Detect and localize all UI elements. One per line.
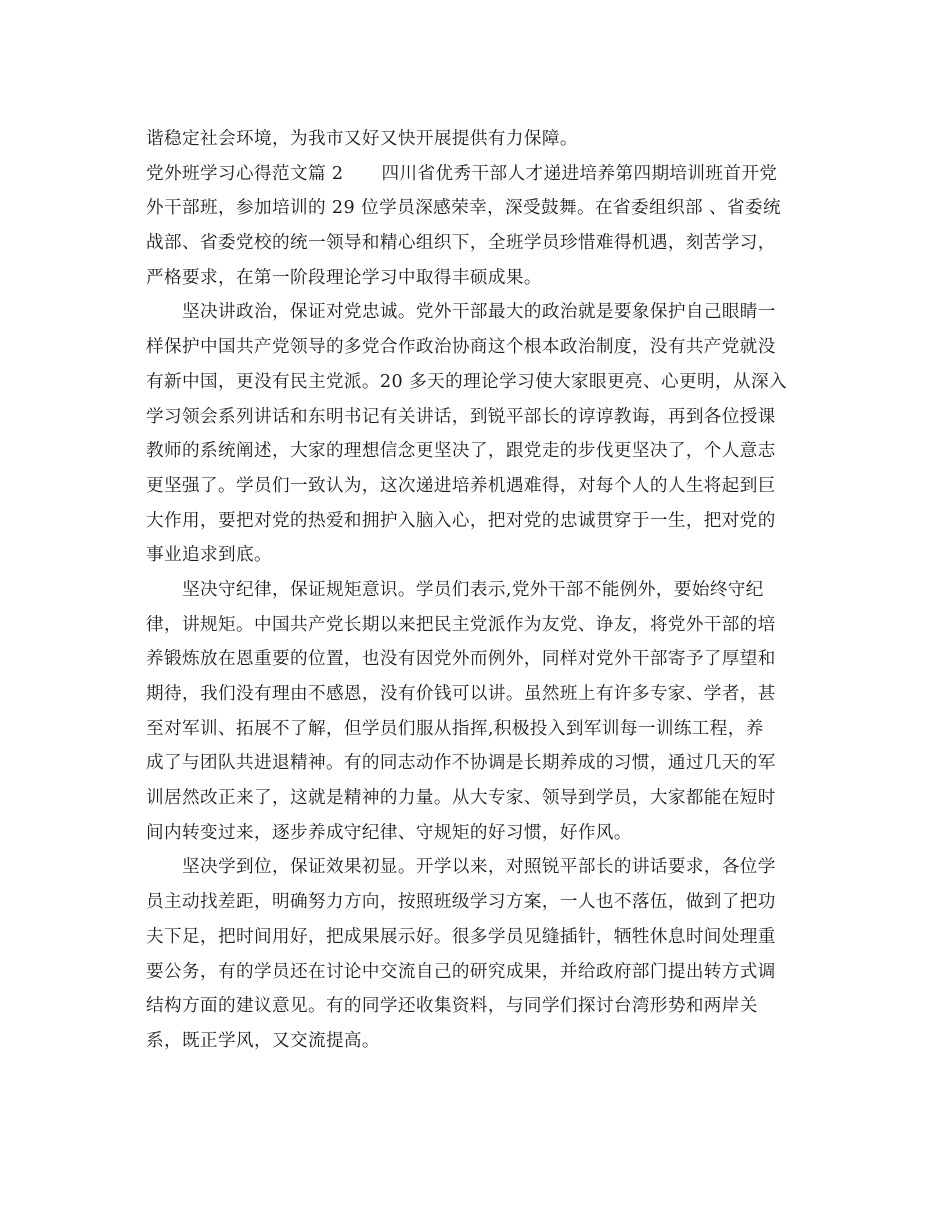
text-line: 夫下足，把时间用好，把成果展示好。很多学员见缝插针，牺牲休息时间处理重 [146,926,776,947]
text-line: 战部、省委党校的统一领导和精心组织下，全班学员珍惜难得机遇，刻苦学习， [146,233,776,254]
text-line: 教师的系统阐述，大家的理想信念更坚决了，跟党走的步伐更坚决了，个人意志 [146,441,776,462]
text-line: 期待，我们没有理由不感恩，没有价钱可以讲。虽然班上有许多专家、学者，甚 [146,684,776,704]
text-line: 事业追求到底。 [146,545,272,566]
paragraph-start-line: 坚决守纪律，保证规矩意识。学员们表示,党外干部不能例外，要始终守纪 [182,579,764,600]
text-line: 训居然改正来了，这就是精神的力量。从大专家、领导到学员，大家都能在短时 [146,788,776,809]
text-line: 员主动找差距，明确努力方向，按照班级学习方案，一人也不落伍，做到了把功 [146,892,776,913]
text-line: 样保护中国共产党领导的多党合作政治协商这个根本政治制度，没有共产党就没 [146,337,776,358]
text-line: 谐稳定社会环境，为我市又好又快开展提供有力保障。 [146,129,578,149]
text-line: 有新中国，更没有民主党派。20 多天的理论学习使大家眼更亮、心更明，从深入 [146,371,787,392]
paragraph-start-line: 坚决讲政治，保证对党忠诚。党外干部最大的政治就是要象保护自己眼睛一 [182,302,776,323]
text-line: 养锻炼放在恩重要的位置，也没有因党外而例外，同样对党外干部寄予了厚望和 [146,649,776,670]
text-line: 学习领会系列讲话和东明书记有关讲话，到锐平部长的谆谆教诲，再到各位授课 [146,406,776,427]
text-line: 间内转变过来，逐步养成守纪律、守规矩的好习惯，好作风。 [146,822,632,843]
text-line-fragment: 四川省优秀干部人才递进培养第四期培训班首开党 [381,163,778,184]
text-line: 大作用，要把对党的热爱和拥护入脑入心，把对党的忠诚贯穿于一生，把对党的 [146,510,776,531]
text-line: 要公务，有的学员还在讨论中交流自己的研究成果，并给政府部门提出转方式调 [146,961,776,982]
section-heading: 党外班学习心得范文篇 2 [146,163,344,184]
section-heading-line [146,157,806,192]
text-line: 至对军训、拓展不了解，但学员们服从指挥,积极投入到军训每一训练工程，养 [146,718,764,739]
text-line: 律，讲规矩。中国共产党长期以来把民主党派作为友党、诤友，将党外干部的培 [146,614,776,635]
document-body [146,122,806,1059]
text-line: 外干部班，参加培训的 29 位学员深感荣幸，深受鼓舞。在省委组织部 、省委统 [146,198,781,219]
paragraph-start-line: 坚决学到位，保证效果初显。开学以来，对照锐平部长的讲话要求，各位学 [182,857,776,878]
text-line: 系，既正学风，又交流提高。 [146,1030,380,1051]
text-line: 成了与团队共进退精神。有的同志动作不协调是长期养成的习惯，通过几天的军 [146,753,776,774]
text-line: 更坚强了。学员们一致认为，这次递进培养机遇难得，对每个人的人生将起到巨 [146,475,776,496]
text-line: 结构方面的建议意见。有的同学还收集资料，与同学们探讨台湾形势和两岸关 [146,996,758,1017]
text-line: 严格要求，在第一阶段理论学习中取得丰硕成果。 [146,267,542,288]
